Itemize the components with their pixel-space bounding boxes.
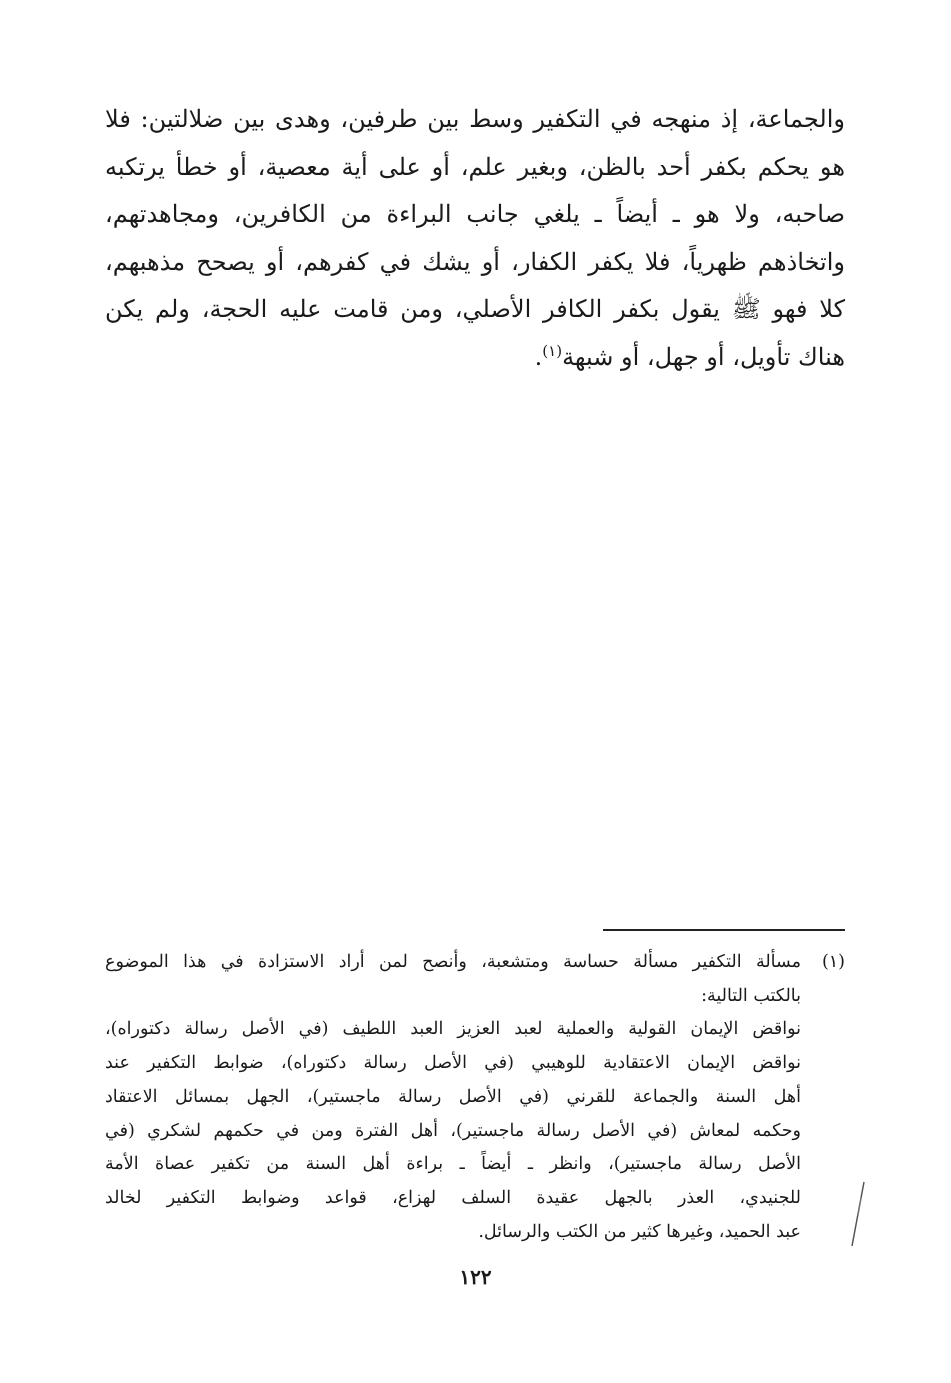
pencil-mark-icon xyxy=(842,1180,872,1250)
body-line-4: واتخاذهم ظهرياً، فلا يكفر الكفار، أو يشك في كفرهم، أو يصحح مذهبهم، xyxy=(105,247,845,276)
body-line-6-text: هناك تأويل، أو جهل، أو شبهة xyxy=(562,342,845,371)
footnote-line-1: مسألة التكفير مسألة حساسة ومتشعبة، وأنصح لمن أراد الاستزادة في هذا الموضوع xyxy=(105,952,801,972)
main-paragraph xyxy=(105,96,845,381)
body-line-6 xyxy=(105,334,845,382)
footnote-separator xyxy=(603,929,845,931)
body-line-2: هو يحكم بكفر أحد بالظن، وبغير علم، أو على أية معصية، أو خطأ يرتكبه xyxy=(105,152,845,181)
footnote-line-4: نواقض الإيمان الاعتقادية للوهيبي (في الأصل رسالة دكتوراه)، ضوابط التكفير عند xyxy=(105,1053,801,1074)
footnote-line-9: عبد الحميد، وغيرها كثير من الكتب والرسائل. xyxy=(478,1221,801,1242)
footnote-line-3: نواقض الإيمان القولية والعملية لعبد العزيز العبد اللطيف (في الأصل رسالة دكتوراه)، xyxy=(105,1019,801,1040)
footnote-first-line xyxy=(105,946,845,980)
footnote-number: (١) xyxy=(821,952,845,972)
footnote-line-5: أهل السنة والجماعة للقرني (في الأصل رسالة ماجستير)، الجهل بمسائل الاعتقاد xyxy=(105,1086,801,1107)
body-line-3: صاحبه، ولا هو ـ أيضاً ـ يلغي جانب البراءة من الكافرين، ومجاهدتهم، xyxy=(105,200,845,228)
footnote-line-8: للجنيدي، العذر بالجهل عقيدة السلف لهزاع، قواعد وضوابط التكفير لخالد xyxy=(105,1187,801,1208)
footnote-line-7: الأصل رسالة ماجستير)، وانظر ـ أيضاً ـ براءة أهل السنة من تكفير عصاة الأمة xyxy=(105,1154,801,1175)
page-number: ١٢٢ xyxy=(459,1265,492,1289)
body-line-5: كلا فهو ﷺ يقول بكفر الكافر الأصلي، ومن قامت عليه الحجة، ولم يكن xyxy=(105,295,845,323)
footnote-line-6: وحكمه لمعاش (في الأصل رسالة ماجستير)، أهل الفترة ومن في حكمهم لشكري (في xyxy=(105,1120,801,1141)
footnote-line-2: بالكتب التالية: xyxy=(701,985,801,1006)
body-line-6-end: . xyxy=(534,342,543,371)
footnote-reference[interactable]: (١) xyxy=(542,341,563,360)
footnote-block xyxy=(105,946,845,1249)
body-line-1: والجماعة، إذ منهجه في التكفير وسط بين طرفين، وهدى بين ضلالتين: فلا xyxy=(105,105,845,133)
